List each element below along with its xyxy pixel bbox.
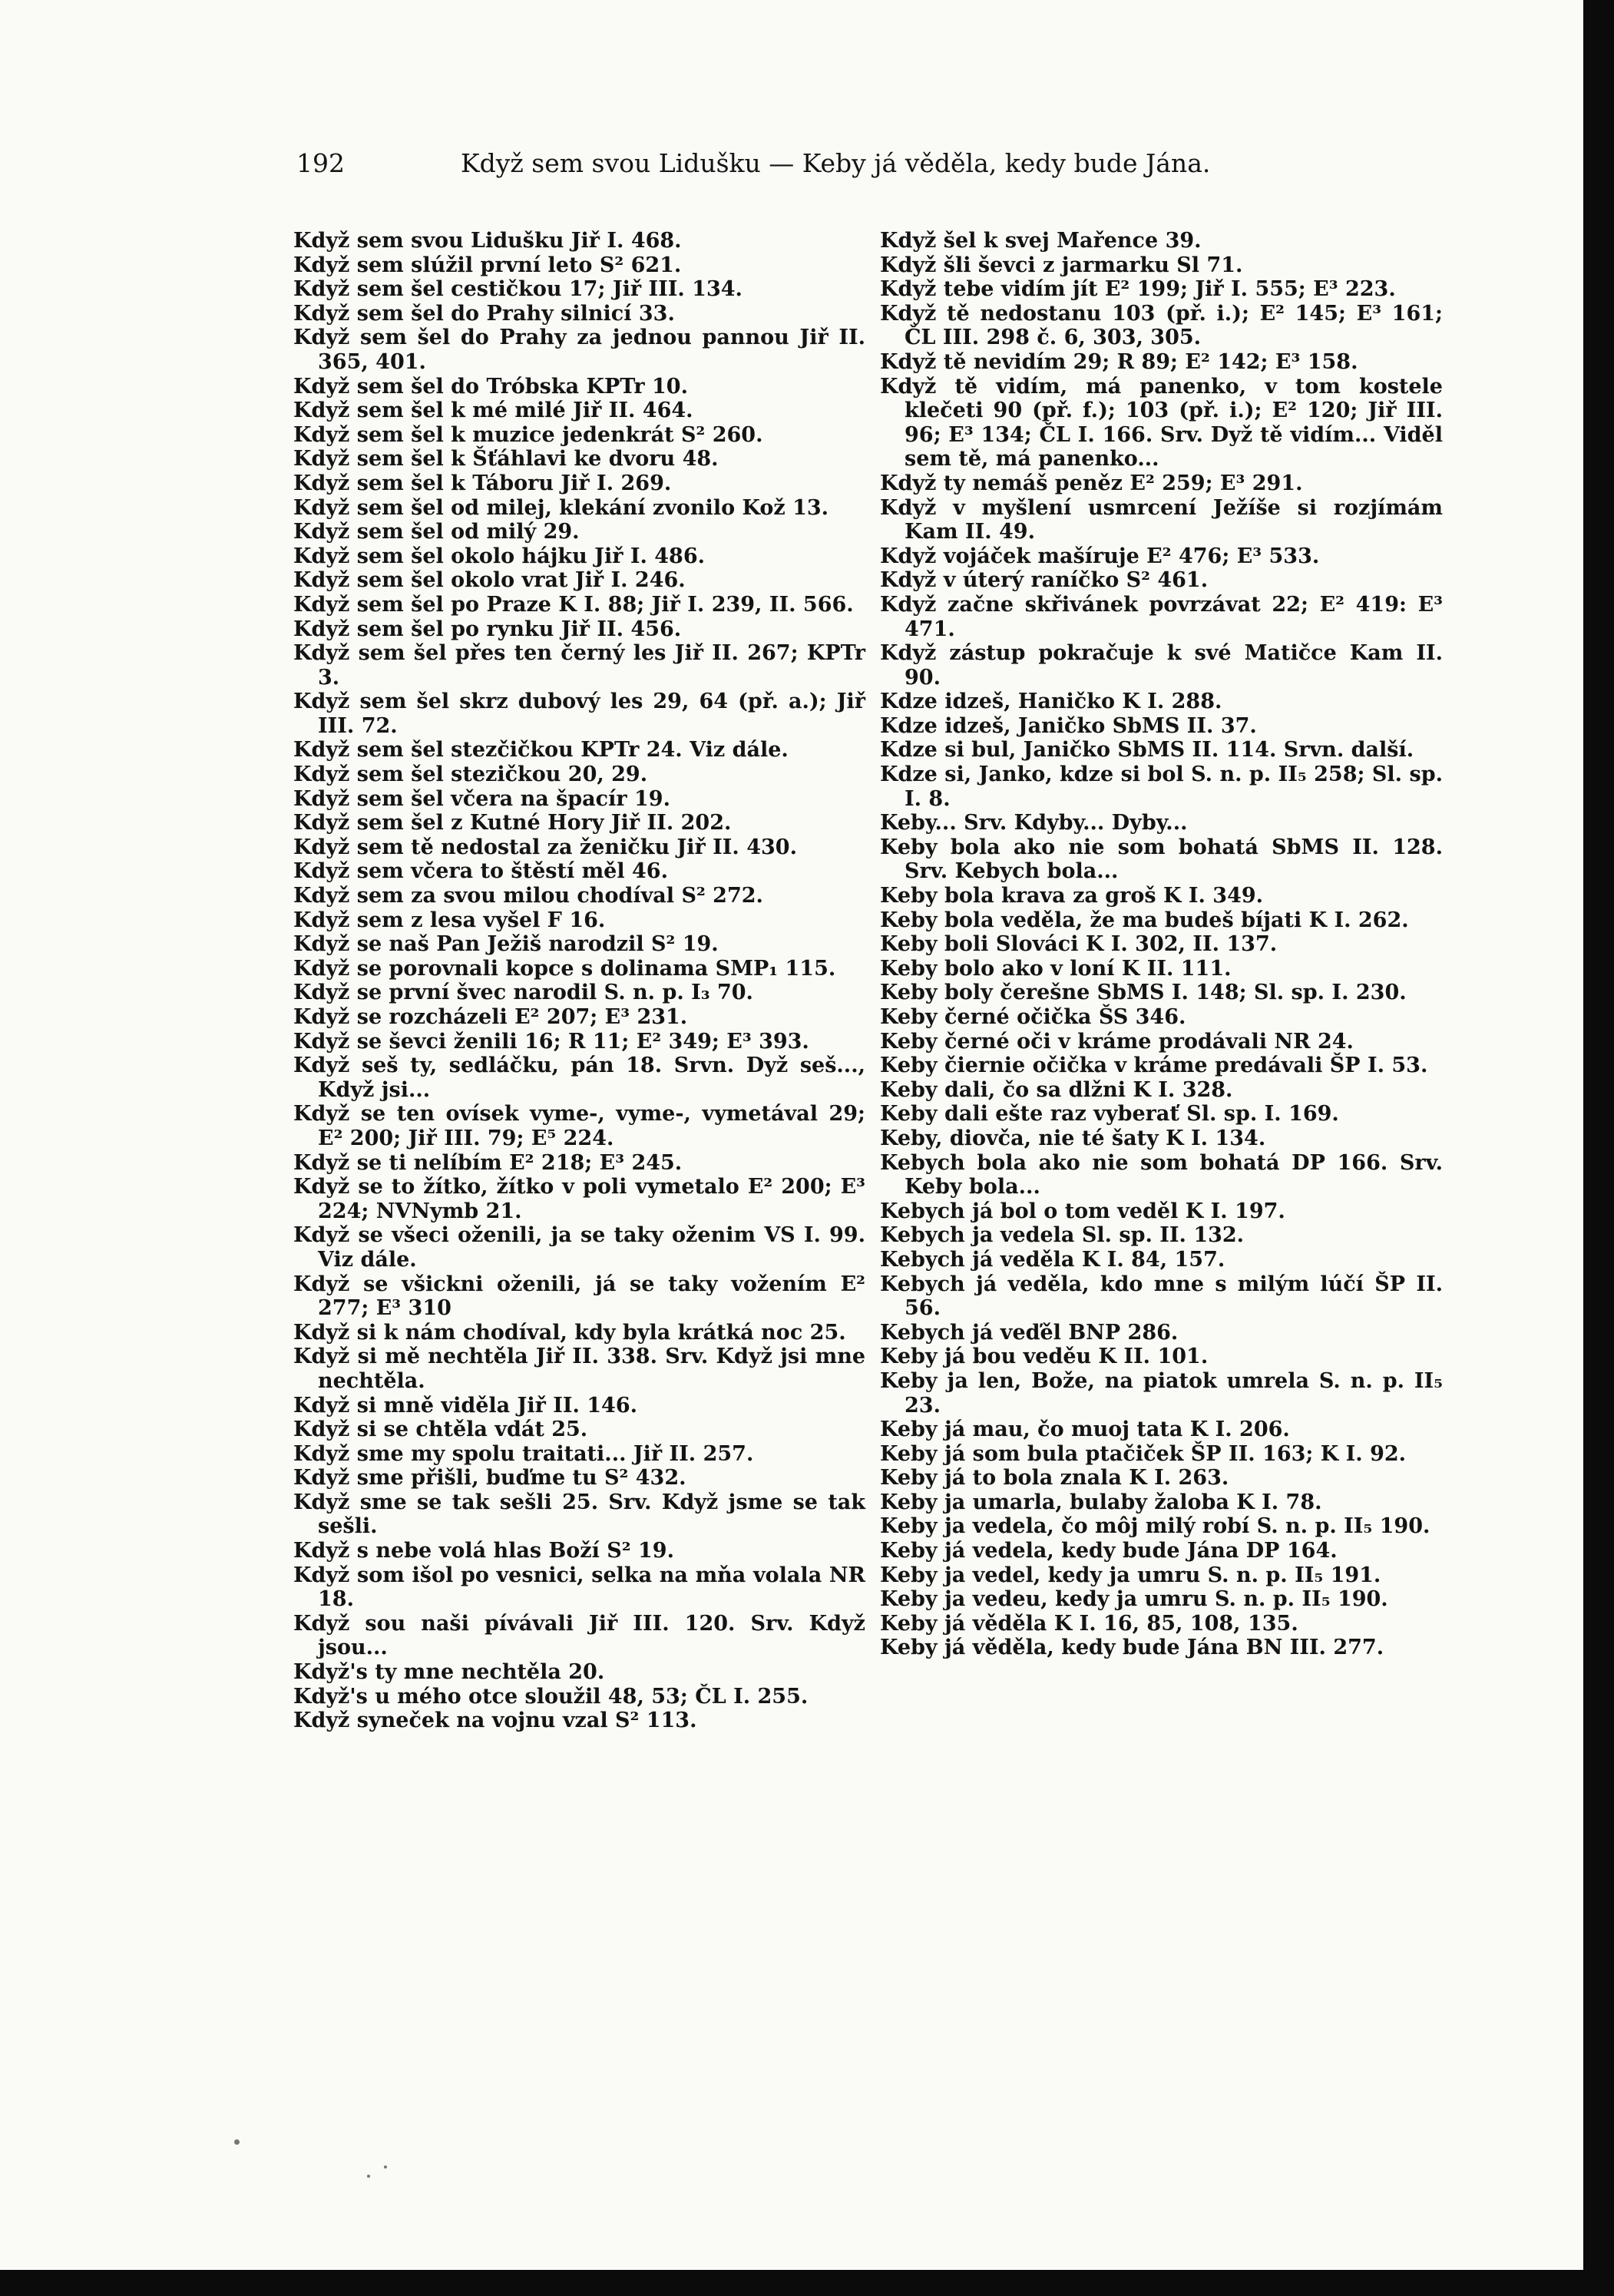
index-entry: Když sem slúžil první leto S² 621. — [293, 253, 682, 277]
index-entry: Když se naš Pan Ježiš narodzil S² 19. — [293, 932, 719, 957]
index-entry: Když sem šel do Prahy silnicí 33. — [293, 301, 675, 326]
index-entry: Když sem šel přes ten černý les Jiř II. 267; KPTr 3. — [293, 641, 865, 690]
index-entry: Když s nebe volá hlas Boží S² 19. — [293, 1539, 674, 1563]
index-entry: Kdze si bul, Janičko SbMS II. 114. Srvn. další. — [880, 738, 1414, 763]
index-entry: Keby ja umarla, bulaby žaloba K I. 78. — [880, 1490, 1322, 1514]
index-entry: Když se porovnali kopce s dolinama SMP₁ 115. — [293, 956, 836, 981]
index-entry: Keby dali ešte raz vyberať Sl. sp. I. 169. — [880, 1102, 1339, 1126]
index-entry: Když sem včera to štěstí měl 46. — [293, 859, 668, 884]
index-entry: Když syneček na vojnu vzal S² 113. — [293, 1709, 697, 1733]
running-header — [296, 144, 1267, 183]
index-entry: Když sem šel okolo hájku Jiř I. 486. — [293, 544, 706, 568]
index-entry: Když se ševci ženili 16; R 11; E² 349; E³ 393. — [293, 1029, 809, 1054]
index-entry: Když se všeci oženili, ja se taky oženim VS I. 99. Viz dále. — [293, 1223, 865, 1272]
index-entry: Když seš ty, sedláčku, pán 18. Srvn. Dyž seš..., Když jsi... — [293, 1054, 865, 1102]
index-entry: Když tě nedostanu 103 (př. i.); E² 145; E³ 161; ČL III. 298 č. 6, 303, 305. — [880, 301, 1443, 350]
index-entry: Když v úterý raníčko S² 461. — [880, 568, 1209, 593]
index-entry: Když sem tě nedostal za ženičku Jiř II. 430. — [293, 835, 797, 859]
index-entry: Keby já bou veděu K II. 101. — [880, 1345, 1209, 1369]
index-entry: Když sem šel cestičkou 17; Jiř III. 134. — [293, 277, 743, 302]
index-entry: Když sem šel po rynku Jiř II. 456. — [293, 617, 682, 641]
index-entry: Keby dali, čo sa dlžni K I. 328. — [880, 1077, 1233, 1102]
index-entry: Keby, diovča, nie té šaty K I. 134. — [880, 1126, 1266, 1150]
index-entry: Keby čiernie očička v kráme predávali ŠP I. 53. — [880, 1054, 1428, 1078]
index-entry: Když sem šel k Táboru Jiř I. 269. — [293, 471, 672, 495]
index-column-left — [293, 229, 865, 1733]
scan-edge-bottom — [0, 2270, 1614, 2296]
index-entry: Když si mě nechtěla Jiř II. 338. Srv. Když jsi mne nechtěla. — [293, 1345, 865, 1393]
index-entry: Keby já mau, čo muoj tata K I. 206. — [880, 1418, 1290, 1442]
index-entry: Když v myšlení usmrcení Ježíše si rozjímám Kam II. 49. — [880, 495, 1443, 544]
index-entry: Keby... Srv. Kdyby... Dyby... — [880, 811, 1188, 835]
index-entry: Když sem šel k Šťáhlavi ke dvoru 48. — [293, 447, 719, 471]
index-entry: Když sem za svou milou chodíval S² 272. — [293, 884, 763, 908]
index-entry: Když se ti nelíbím E² 218; E³ 245. — [293, 1150, 683, 1175]
index-entry: Kebych já veděla, kdo mne s milým lúčí ŠP II. 56. — [880, 1272, 1443, 1321]
index-entry: Kebych ja vedela Sl. sp. II. 132. — [880, 1223, 1245, 1248]
running-title: Když sem svou Lidušku — Keby já věděla, kedy bude Jána. — [461, 148, 1211, 178]
index-entry: Když sem šel okolo vrat Jiř I. 246. — [293, 568, 686, 593]
index-entry: Když sme my spolu traitati... Jiř II. 257. — [293, 1441, 754, 1466]
index-entry: Keby já věděla, kedy bude Jána BN III. 277. — [880, 1636, 1384, 1660]
index-entry: Kebych já veďěl BNP 286. — [880, 1320, 1179, 1345]
index-entry: Keby ja vedeu, kedy ja umru S. n. p. II₅ 190. — [880, 1587, 1388, 1612]
index-entry: Keby černé očička ŠS 346. — [880, 1005, 1186, 1029]
index-entry: Když tě nevidím 29; R 89; E² 142; E³ 158. — [880, 349, 1358, 374]
index-entry: Kebych bola ako nie som bohatá DP 166. Srv. Keby bola... — [880, 1150, 1443, 1199]
index-entry: Když sem z lesa vyšel F 16. — [293, 908, 606, 932]
index-entry: Když sem šel včera na špacír 19. — [293, 786, 670, 811]
index-entry: Kebych já bol o tom veděl K I. 197. — [880, 1199, 1285, 1223]
index-entry: Kdze idzeš, Janičko SbMS II. 37. — [880, 713, 1257, 738]
index-entry: Když se první švec narodil S. n. p. I₃ 70. — [293, 981, 753, 1005]
index-entry: Když sou naši pívávali Jiř III. 120. Srv. Když jsou... — [293, 1611, 865, 1660]
index-entry: Když sem svou Lidušku Jiř I. 468. — [293, 229, 682, 253]
index-entry: Když sem šel stezčičkou KPTr 24. Viz dále. — [293, 738, 789, 763]
index-entry: Když sme přišli, buďme tu S² 432. — [293, 1466, 686, 1490]
index-entry: Když sem šel stezičkou 20, 29. — [293, 763, 648, 787]
index-entry: Kdze idzeš, Haničko K I. 288. — [880, 690, 1222, 714]
index-entry: Keby já věděla K I. 16, 85, 108, 135. — [880, 1611, 1298, 1636]
scan-edge-right — [1583, 0, 1614, 2296]
index-entry: Když sem šel do Prahy za jednou pannou Jiř II. 365, 401. — [293, 326, 865, 374]
index-entry: Keby bola ako nie som bohatá SbMS II. 128. Srv. Kebych bola... — [880, 835, 1443, 884]
index-entry: Keby bola veděla, že ma budeš bíjati K I. 262. — [880, 908, 1409, 932]
index-entry: Když šli ševci z jarmarku Sl 71. — [880, 253, 1243, 277]
index-entry: Kebych já veděla K I. 84, 157. — [880, 1247, 1225, 1272]
index-entry: Keby bolo ako v loní K II. 111. — [880, 956, 1232, 981]
index-entry: Když som išol po vesnici, selka na mňa volala NR 18. — [293, 1563, 865, 1612]
index-entry: Keby černé oči v kráme prodávali NR 24. — [880, 1029, 1354, 1054]
index-entry: Keby já vedela, kedy bude Jána DP 164. — [880, 1539, 1338, 1563]
index-column-right — [880, 229, 1443, 1660]
index-entry: Když si mně viděla Jiř II. 146. — [293, 1393, 638, 1418]
index-entry: Když sem šel od milej, klekání zvonilo Kož 13. — [293, 495, 829, 520]
index-entry: Když zástup pokračuje k své Matičce Kam II. 90. — [880, 641, 1443, 690]
index-entry: Když sem šel po Praze K I. 88; Jiř I. 239, II. 566. — [293, 592, 854, 617]
index-entry: Když si k nám chodíval, kdy byla krátká noc 25. — [293, 1320, 846, 1345]
index-entry: Když začne skřivánek povrzávat 22; E² 419: E³ 471. — [880, 592, 1443, 641]
index-entry: Když si se chtěla vdát 25. — [293, 1418, 588, 1442]
index-entry: Keby ja len, Bože, na piatok umrela S. n. p. II₅ 23. — [880, 1368, 1443, 1418]
index-entry: Když sem šel do Tróbska KPTr 10. — [293, 374, 688, 399]
index-entry: Když se to žítko, žítko v poli vymetalo E² 200; E³ 224; NVNymb 21. — [293, 1175, 865, 1223]
scan-speck — [234, 2139, 240, 2145]
index-entry: Když sem šel k muzice jedenkrát S² 260. — [293, 422, 763, 447]
index-entry: Když sem šel skrz dubový les 29, 64 (př. a.); Jiř III. 72. — [293, 690, 865, 738]
index-entry: Když tě vidím, má panenko, v tom kostele klečeti 90 (př. f.); 103 (př. i.); E² 120; Jiř III. 96; E³ 134; ČL I. 166. Srv. Dyž tě vidím... Viděl sem tě, má panenko... — [880, 374, 1443, 471]
index-entry: Keby boli Slováci K I. 302, II. 137. — [880, 932, 1278, 957]
scan-speck — [367, 2175, 370, 2178]
index-entry: Když šel k svej Mařence 39. — [880, 229, 1202, 253]
index-entry: Keby já to bola znala K I. 263. — [880, 1466, 1229, 1490]
index-entry: Když sem šel k mé milé Jiř II. 464. — [293, 399, 693, 423]
index-entry: Keby boly čerešne SbMS I. 148; Sl. sp. I. 230. — [880, 981, 1407, 1005]
index-entry: Když vojáček mašíruje E² 476; E³ 533. — [880, 544, 1320, 568]
index-entry: Když tebe vidím jít E² 199; Jiř I. 555; E³ 223. — [880, 277, 1396, 302]
index-entry: Když sme se tak sešli 25. Srv. Když jsme se tak sešli. — [293, 1490, 865, 1539]
index-entry: Když sem šel z Kutné Hory Jiř II. 202. — [293, 811, 732, 835]
scan-speck — [384, 2165, 387, 2169]
index-entry: Když's u mého otce sloužil 48, 53; ČL I. 255. — [293, 1684, 809, 1709]
index-entry: Když ty nemáš peněz E² 259; E³ 291. — [880, 471, 1303, 495]
index-entry: Když se ten ovísek vyme-, vyme-, vymetával 29; E² 200; Jiř III. 79; E⁵ 224. — [293, 1102, 865, 1150]
index-entry: Keby já som bula ptačiček ŠP II. 163; K I. 92. — [880, 1441, 1407, 1466]
index-entry: Když's ty mne nechtěla 20. — [293, 1660, 605, 1685]
index-entry: Keby ja vedel, kedy ja umru S. n. p. II₅ 191. — [880, 1563, 1381, 1587]
index-entry: Kdze si, Janko, kdze si bol S. n. p. II₅ 258; Sl. sp. I. 8. — [880, 763, 1443, 811]
index-entry: Když se všickni oženili, já se taky vožením E² 277; E³ 310 — [293, 1272, 865, 1321]
index-entry: Když sem šel od milý 29. — [293, 520, 580, 544]
index-entry: Keby bola krava za groš K I. 349. — [880, 884, 1264, 908]
index-entry: Keby ja vedela, čo môj milý robí S. n. p. II₅ 190. — [880, 1514, 1430, 1539]
index-entry: Když se rozcházeli E² 207; E³ 231. — [293, 1005, 688, 1029]
page-number: 192 — [296, 148, 345, 178]
